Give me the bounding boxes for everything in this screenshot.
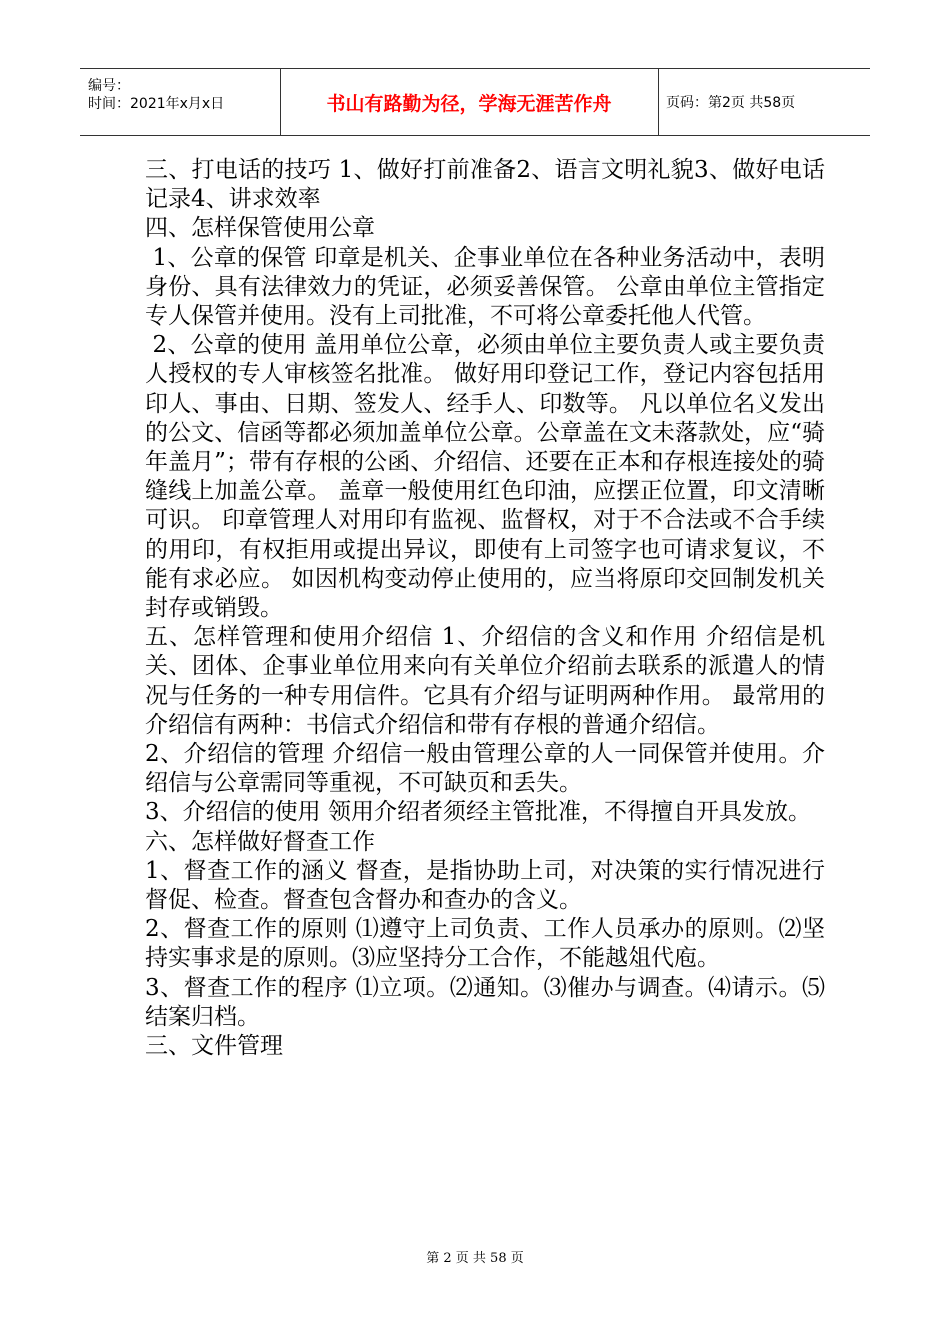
paragraph: 五、怎样管理和使用介绍信 1、介绍信的含义和作用 介绍信是机关、团体、企事业单位用来向有关单位介绍前去联系的派遣人的情况与任务的一种专用信件。它具有介绍与证明两种作用。 最常用的介绍信有两种：书信式介绍信和带有存根的普通介绍信。 xyxy=(145,624,825,738)
paragraph: 1、督查工作的涵义 督查，是指协助上司，对决策的实行情况进行督促、检查。督查包含督办和查办的含义。 xyxy=(145,857,825,914)
page-header xyxy=(80,68,870,136)
document-number-label: 编号： xyxy=(88,78,130,94)
document-body xyxy=(145,156,825,1061)
paragraph: 3、介绍信的使用 领用介绍者须经主管批准，不得擅自开具发放。 xyxy=(145,799,811,826)
section-heading: 六、怎样做好督查工作 xyxy=(145,828,375,855)
header-page-info: 页码：第2页 共58页 xyxy=(666,95,796,111)
section-heading: 三、文件管理 xyxy=(145,1033,283,1060)
paragraph: 2、介绍信的管理 介绍信一般由管理公章的人一同保管并使用。介绍信与公章需同等重视，不可缺页和丢失。 xyxy=(145,741,825,797)
paragraph: 3、督查工作的程序 ⑴立项。⑵通知。⑶催办与调查。⑷请示。⑸结案归档。 xyxy=(145,974,825,1030)
paragraph: 1、公章的保管 印章是机关、企事业单位在各种业务活动中，表明身份、具有法律效力的凭证，必须妥善保管。 公章由单位主管指定专人保管并使用。没有上司批准，不可将公章委托他人代管。 xyxy=(145,244,826,330)
header-motto: 书山有路勤为径，学海无涯苦作舟 xyxy=(280,69,659,135)
document-time-label: 时间：2021年x月x日 xyxy=(88,96,225,112)
paragraph: 2、公章的使用 盖用单位公章，必须由单位主要负责人或主要负责人授权的专人审核签名批准。 做好用印登记工作，登记内容包括用印人、事由、日期、签发人、经手人、印数等。 凡以单位名义发出的公文、信函等都必须加盖单位公章。公章盖在文未落款处，应“骑年盖月”；带有存根的公函、介绍信、还要在正本和存根连接处的骑缝线上加盖公章。 盖章一般使用红色印油，应摆正位置，印文清晰可识。 印章管理人对用印有监视、监督权，对于不合法或不合手续的用印，有权拒用或提出异议，即使有上司签字也可请求复议，不能有求必应。 如因机构变动停止使用的，应当将原印交回制发机关封存或销毁。 xyxy=(145,332,826,622)
section-heading: 四、怎样保管使用公章 xyxy=(145,215,375,242)
page-footer: 第 2 页 共 58 页 xyxy=(426,1251,524,1266)
paragraph: 2、督查工作的原则 ⑴遵守上司负责、工作人员承办的原则。⑵坚持实事求是的原则。⑶应坚持分工合作，不能越俎代庖。 xyxy=(145,916,825,972)
paragraph: 三、打电话的技巧 1、做好打前准备2、语言文明礼貌3、做好电话记录4、讲求效率 xyxy=(145,157,825,213)
header-meta xyxy=(80,69,281,135)
